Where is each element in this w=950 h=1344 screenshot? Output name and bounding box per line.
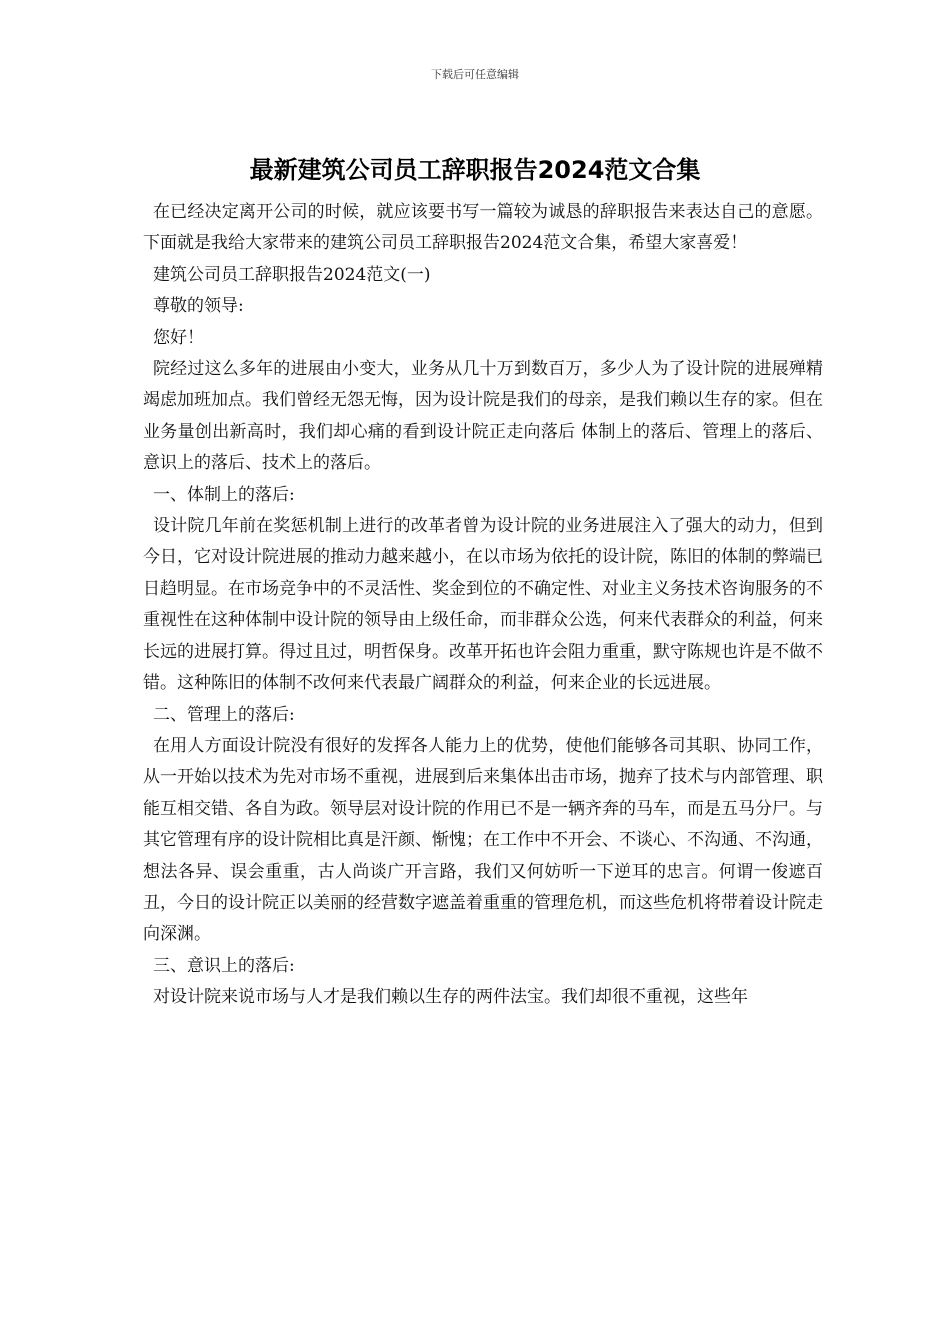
section-heading-system: 一、体制上的落后: — [153, 484, 295, 505]
body-paragraph: 设计院几年前在奖惩机制上进行的改革者曾为设计院的业务进展注入了强大的动力，但到今日，它对设计院进展的推动力越来越小，在以市场为依托的设计院，陈旧的体制的弊端已日趋明显。在市场竞争中的不灵活性、奖金到位的不确定性、对业主义务技术咨询服务的不重视性在这种体制中设计院的领导由上级任命，而非群众公选，何来代表群众的利益，何来长远的进展打算。得过且过，明哲保身。改革开拓也许会阻力重重，默守陈规也许是不做不错。这种陈旧的体制不改何来代表最广阔群众的利益，何来企业的长远进展。 — [143, 516, 823, 694]
document-title: 最新建筑公司员工辞职报告2024范文合集 — [249, 156, 701, 184]
section-heading-awareness: 三、意识上的落后: — [153, 955, 295, 976]
header-note: 下载后可任意编辑 — [431, 68, 519, 81]
body-paragraph: 对设计院来说市场与人才是我们赖以生存的两件法宝。我们却很不重视，这些年 — [153, 987, 748, 1008]
intro-paragraph: 在已经决定离开公司的时候，就应该要书写一篇较为诚恳的辞职报告来表达自己的意愿。下面就是我给大家带来的建筑公司员工辞职报告2024范文合集，希望大家喜爱！ — [143, 202, 823, 254]
body-paragraph: 在用人方面设计院没有很好的发挥各人能力上的优势，使他们能够各司其职、协同工作，从一开始以技术为先对市场不重视，进展到后来集体出击市场，抛弃了技术与内部管理、职能互相交错、各自为政。领导层对设计院的作用已不是一辆齐奔的马车，而是五马分尸。与其它管理有序的设计院相比真是汗颜、惭愧；在工作中不开会、不谈心、不沟通、不沟通，想法各异、误会重重，古人尚谈广开言路，我们又何妨听一下逆耳的忠言。何谓一俊遮百丑，今日的设计院正以美丽的经营数字遮盖着重重的管理危机，而这些危机将带着设计院走向深渊。 — [143, 735, 823, 945]
document-body — [143, 197, 823, 1014]
section-heading-sample-1: 建筑公司员工辞职报告2024范文(一) — [153, 264, 431, 285]
salutation: 尊敬的领导: — [153, 296, 244, 317]
greeting: 您好！ — [153, 327, 204, 348]
body-paragraph: 院经过这么多年的进展由小变大，业务从几十万到数百万，多少人为了设计院的进展殚精竭虑加班加点。我们曾经无怨无悔，因为设计院是我们的母亲，是我们赖以生存的家。但在业务量创出新高时，我们却心痛的看到设计院正走向落后 体制上的落后、管理上的落后、意识上的落后、技术上的落后。 — [143, 359, 823, 474]
section-heading-management: 二、管理上的落后: — [153, 704, 295, 725]
